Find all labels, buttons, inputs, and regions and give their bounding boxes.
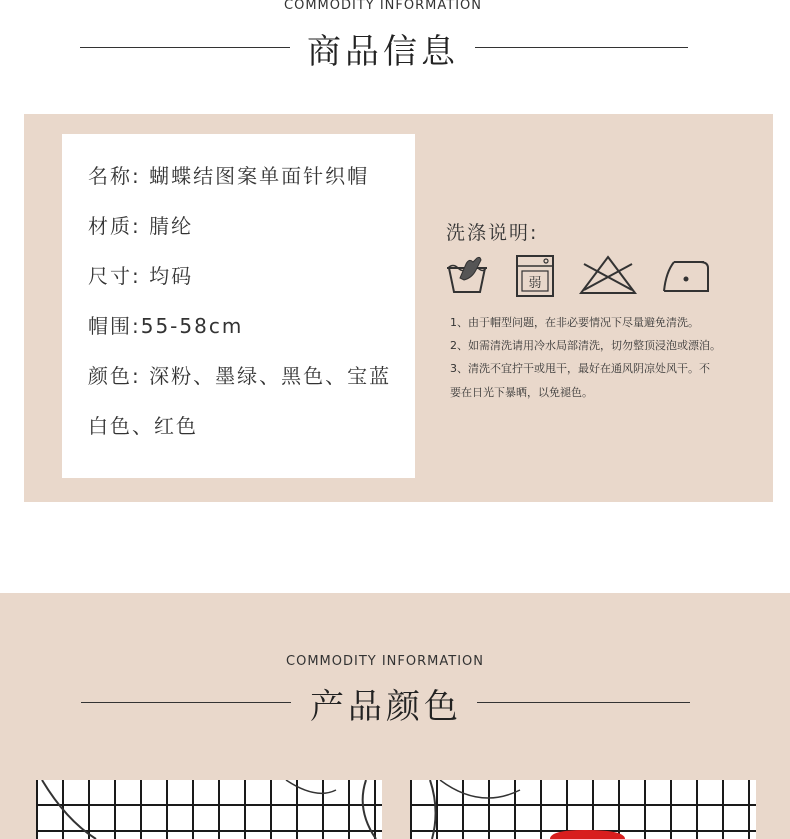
info-material: 材质: 腈纶 — [88, 214, 194, 238]
hat-red-2 — [410, 780, 756, 839]
section1-cn-title: 商品信息 — [307, 32, 459, 72]
info-panel — [24, 114, 773, 502]
wash-note-2: 2、如需清洗请用冷水局部清洗，切勿整顶浸泡或漂洎。 — [450, 339, 721, 352]
section2-en-title: COMMODITY INFORMATION — [286, 654, 484, 669]
title-divider-left-2 — [81, 702, 291, 703]
title-divider-right-2 — [477, 702, 690, 703]
wash-title: 洗涤说明: — [446, 222, 539, 244]
product-info-card — [62, 134, 415, 478]
section1-en-title: COMMODITY INFORMATION — [284, 0, 482, 13]
title-divider-right — [475, 47, 688, 48]
gentle-machine-wash-icon — [515, 254, 555, 298]
hat-string-1 — [36, 780, 382, 839]
info-name: 名称: 蝴蝶结图案单面针织帽 — [88, 164, 370, 188]
info-colors: 颜色: 深粉、墨绿、黑色、宝蓝 — [88, 364, 392, 388]
color-section — [0, 593, 790, 839]
section2-cn-title: 产品颜色 — [310, 687, 462, 727]
product-photo-1[interactable] — [36, 780, 382, 839]
machine-wash-label: 弱 — [528, 276, 542, 291]
info-colors-cont: 白色、红色 — [88, 414, 198, 438]
wash-note-4: 要在日光下暴晒，以免褪色。 — [450, 386, 593, 399]
no-bleach-icon — [578, 254, 638, 296]
iron-low-icon — [660, 258, 712, 294]
product-photo-2[interactable] — [410, 780, 756, 839]
title-divider-left — [80, 47, 290, 48]
hand-wash-icon — [444, 254, 490, 296]
info-circumference: 帽围:55-58cm — [88, 314, 244, 338]
info-size: 尺寸: 均码 — [88, 264, 194, 288]
wash-note-3: 3、清洗不宜拧干或甩干，最好在通风阴凉处风干。不 — [450, 362, 710, 375]
wash-note-1: 1、由于帽型问题，在非必要情况下尽量避免清洗。 — [450, 316, 699, 329]
